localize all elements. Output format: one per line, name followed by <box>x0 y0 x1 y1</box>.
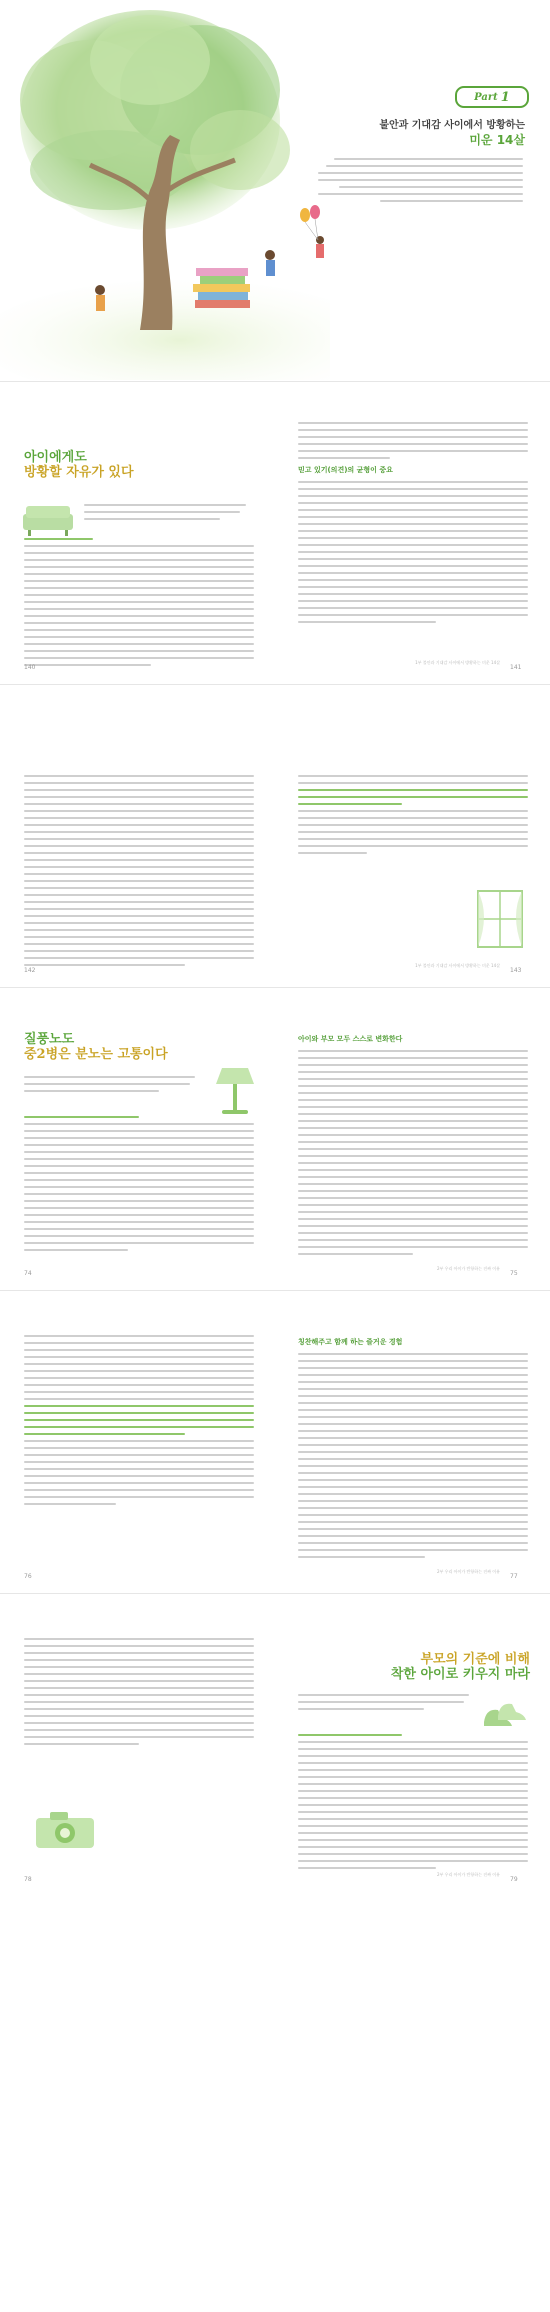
page-number-left: 76 <box>24 1573 32 1580</box>
page-number-right: 75 <box>510 1270 518 1277</box>
section-heading-3 <box>24 1032 168 1062</box>
camera-illustration <box>30 1804 100 1854</box>
section-heading-5 <box>330 1652 530 1682</box>
shoes-illustration <box>480 1694 530 1734</box>
spread5-right-body <box>298 1734 528 1874</box>
page-number-left: 78 <box>24 1876 32 1883</box>
spread1-left-body <box>24 538 254 671</box>
running-footer: 2부 우리 아이가 반항하는 진짜 이유 <box>437 1266 500 1271</box>
part-badge <box>455 86 529 108</box>
sofa-illustration <box>18 500 78 540</box>
tree-illustration <box>0 0 330 380</box>
spread4-subhead: 칭찬해주고 함께 하는 즐거운 경험 <box>298 1338 403 1346</box>
heading-line1: 아이에게도 <box>24 450 87 465</box>
page-number-right: 77 <box>510 1573 518 1580</box>
spread-5 <box>0 1594 550 1894</box>
spread5-left-body <box>24 1638 254 1750</box>
chapter-opener-page <box>0 0 550 380</box>
spread1-right-body <box>298 422 528 628</box>
chapter-intro-text <box>318 158 523 207</box>
spread-2 <box>0 685 550 985</box>
lamp-illustration <box>210 1058 260 1118</box>
part-number: 1 <box>500 89 510 105</box>
page-number-right: 141 <box>510 664 522 671</box>
spread4-right-body <box>298 1331 528 1563</box>
spread2-left-body <box>24 775 254 971</box>
running-footer: 2부 우리 아이가 반항하는 진짜 이유 <box>437 1569 500 1574</box>
spread3-intro <box>24 1076 204 1097</box>
heading-line1: 질풍노도 <box>24 1032 75 1047</box>
heading-line2: 중2병은 분노는 고통이다 <box>24 1047 168 1062</box>
spread-4 <box>0 1291 550 1591</box>
spread-3 <box>0 988 550 1288</box>
spread1-intro <box>84 504 254 525</box>
page-number-left: 74 <box>24 1270 32 1277</box>
spread-1 <box>0 382 550 682</box>
running-footer: 1부 불안과 기대감 사이에서 방황하는 미운 14살 <box>415 963 500 968</box>
page-number-left: 142 <box>24 967 36 974</box>
spread5-intro <box>298 1694 478 1715</box>
spread2-right-body <box>298 775 528 859</box>
running-footer: 2부 우리 아이가 반항하는 진짜 이유 <box>437 1872 500 1877</box>
spread1-subhead: 믿고 있기(의견)의 균형이 중요 <box>298 466 393 474</box>
window-illustration <box>470 885 530 955</box>
section-heading-1 <box>24 450 134 480</box>
heading-line2: 착한 아이로 키우지 마라 <box>390 1667 530 1682</box>
spread3-subhead: 아이와 부모 모두 스스로 변화한다 <box>298 1035 403 1043</box>
chapter-title-line2: 미운 14살 <box>469 133 525 147</box>
heading-line1: 부모의 기준에 비해 <box>420 1652 530 1667</box>
page-number-right: 79 <box>510 1876 518 1883</box>
heading-line2: 방황할 자유가 있다 <box>24 465 134 480</box>
page-number-right: 143 <box>510 967 522 974</box>
part-label: Part <box>474 91 498 103</box>
spread4-left-body <box>24 1335 254 1510</box>
spread3-right-body <box>298 1028 528 1260</box>
spread3-left-body <box>24 1116 254 1256</box>
page-number-left: 140 <box>24 664 36 671</box>
running-footer: 1부 불안과 기대감 사이에서 방황하는 미운 14살 <box>415 660 500 665</box>
chapter-title-line1: 불안과 기대감 사이에서 방황하는 <box>379 120 525 131</box>
